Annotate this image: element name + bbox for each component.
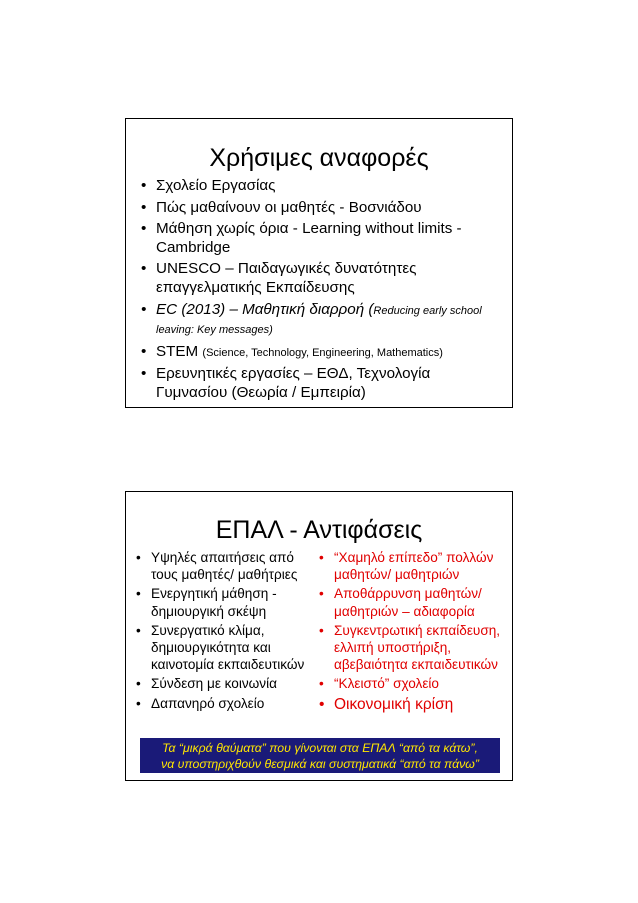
list-item: • “Κλειστό” σχολείο	[319, 676, 439, 692]
banner-line: Τα “μικρά θαύματα” που γίνονται στα ΕΠΑΛ “από τα κάτω”,	[162, 741, 478, 755]
bullet-icon: •	[141, 177, 147, 194]
list-item: • Σύνδεση με κοινωνία	[136, 676, 277, 692]
bullet-icon: •	[319, 695, 325, 713]
list-item: • Μάθηση χωρίς όρια - Learning without limits - Cambridge	[141, 220, 462, 256]
contradictions-list	[319, 549, 509, 716]
list-item: • Συνεργατικό κλίμα, δημιουργικότητα και καινοτομία εκπαιδευτικών	[136, 622, 305, 673]
list-item: • Πώς μαθαίνουν οι μαθητές - Βοσνιάδου	[141, 198, 422, 216]
bullet-icon: •	[136, 550, 141, 565]
bullet-icon: •	[319, 586, 324, 602]
slide-useful-references	[125, 118, 513, 408]
bullet-icon: •	[141, 220, 147, 238]
list-item: • EC (2013) – Μαθητική διαρροή (Reducing early school leaving: Key messages)	[141, 300, 482, 337]
slide-epal-contradictions	[125, 491, 513, 781]
bullet-icon: •	[136, 695, 141, 711]
list-item: • Αποθάρρυνση μαθητών/ μαθητριών – αδιαφορία	[319, 586, 482, 619]
list-item: • Υψηλές απαιτήσεις από τους μαθητές/ μαθήτριες	[136, 550, 298, 583]
bullet-icon: •	[319, 622, 324, 638]
bullet-icon: •	[136, 586, 141, 602]
list-item: • STEM (Science, Technology, Engineering, Mathematics)	[141, 342, 443, 360]
slide-title: ΕΠΑΛ - Αντιφάσεις	[215, 516, 423, 544]
bullet-icon: •	[141, 198, 147, 216]
bullet-icon: •	[141, 342, 147, 360]
banner-line: να υποστηριχθούν θεσμικά και συστηματικά “από τα πάνω”	[161, 757, 479, 771]
bullet-icon: •	[136, 622, 141, 638]
slide-title: Χρήσιμες αναφορές	[209, 144, 429, 172]
list-item: • Δαπανηρό σχολείο	[136, 695, 265, 711]
list-item: • Ενεργητική μάθηση - δημιουργική σκέψη	[136, 586, 277, 619]
positives-list	[136, 549, 311, 714]
bullet-icon: •	[141, 260, 147, 278]
bullet-icon: •	[141, 300, 147, 318]
list-item: • “Χαμηλό επίπεδο” πολλών μαθητών/ μαθητριών	[319, 550, 494, 583]
bullet-icon: •	[319, 550, 324, 565]
bullet-icon: •	[136, 676, 141, 692]
list-item: • Συγκεντρωτική εκπαίδευση, ελλιπή υποστήριξη, αβεβαιότητα εκπαιδευτικών	[319, 622, 501, 673]
list-item: • UNESCO – Παιδαγωγικές δυνατότητες επαγγελματικής Εκπαίδευσης	[141, 260, 417, 296]
references-list	[141, 177, 501, 406]
bullet-icon: •	[319, 676, 324, 692]
highlight-banner	[140, 738, 500, 773]
bullet-icon: •	[141, 365, 147, 383]
list-item: • Ερευνητικές εργασίες – ΕΘΔ, Τεχνολογία Γυμνασίου (Θεωρία / Εμπειρία)	[141, 365, 431, 401]
list-item: • Οικονομική κρίση	[319, 695, 454, 713]
list-item: • Σχολείο Εργασίας	[141, 177, 276, 194]
